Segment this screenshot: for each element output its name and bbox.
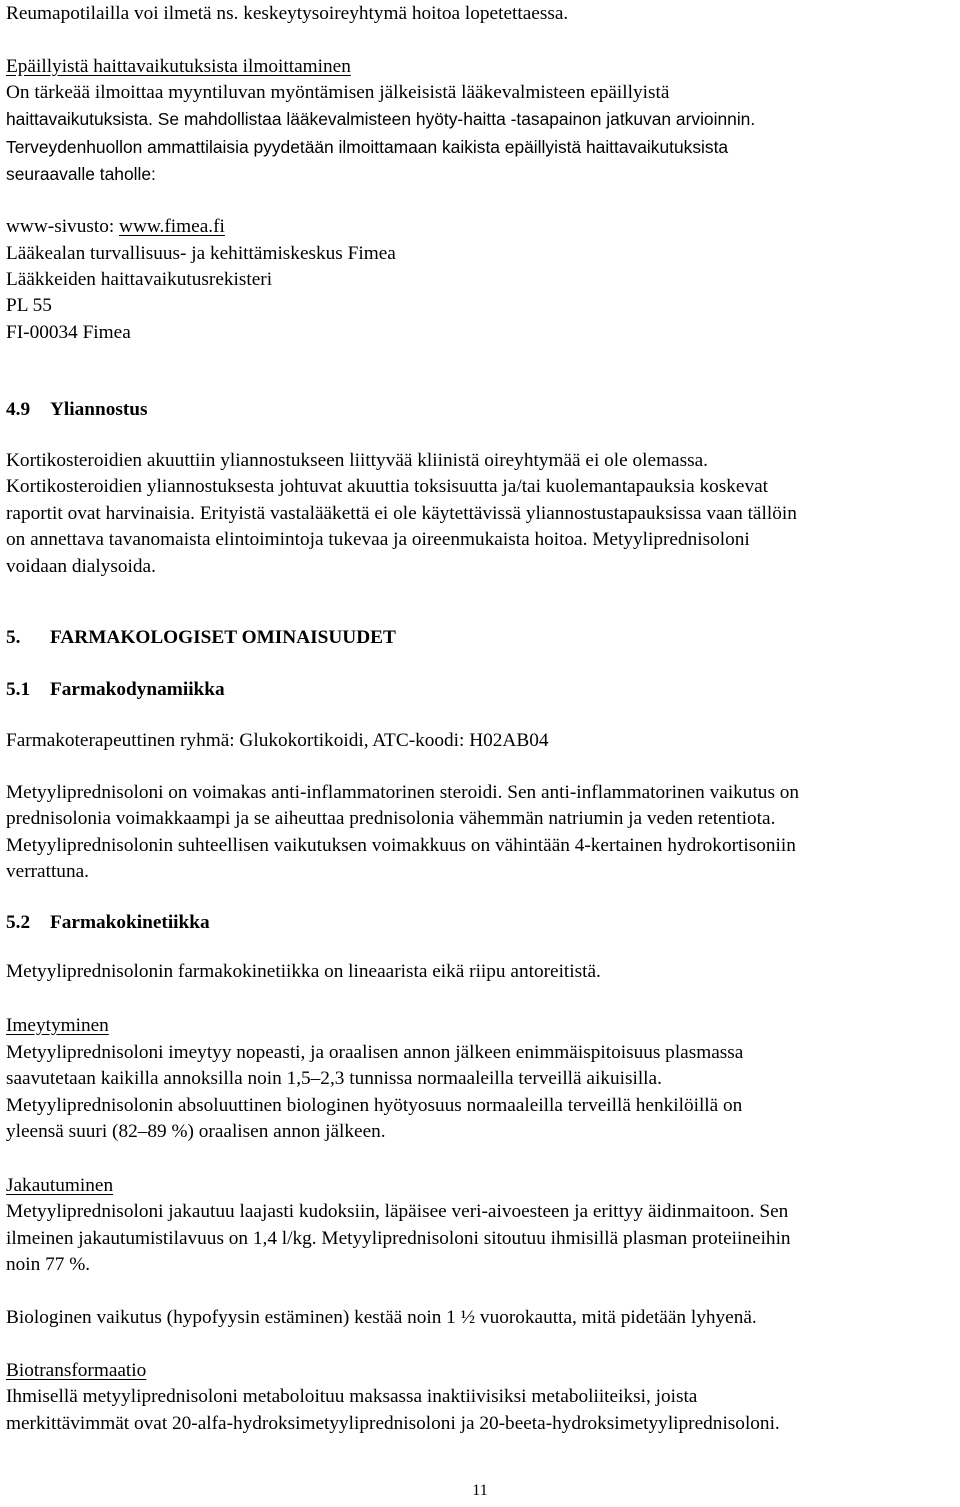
section-number: 5.1 [6, 679, 31, 700]
text-line: Ihmisellä metyyliprednisoloni metaboloituu maksassa inaktiivisiksi metaboliiteiksi, joista [6, 1386, 698, 1407]
text-line: haittavaikutuksista. Se mahdollistaa lääkevalmisteen hyöty-haitta -tasapainon jatkuvan arvioinnin. [6, 109, 756, 129]
text-line: Farmakoterapeuttinen ryhmä: Glukokortikoidi, ATC-koodi: H02AB04 [6, 730, 549, 751]
text-line: Kortikosteroidien akuuttiin yliannostukseen liittyvää kliinistä oireyhtymää ei ole olemassa. [6, 450, 709, 471]
text-line: voidaan dialysoida. [6, 556, 156, 577]
section-title: Farmakodynamiikka [50, 679, 225, 700]
section-number: 5.2 [6, 912, 31, 933]
section-title: FARMAKOLOGISET OMINAISUUDET [50, 627, 396, 648]
text-line: Kortikosteroidien yliannostuksesta johtuvat akuuttia toksisuutta ja/tai kuolemantapauksia koskevat [6, 476, 768, 497]
subheading-absorption: Imeytyminen [6, 1015, 109, 1036]
text-line: Metyyliprednisolonin suhteellisen vaikutuksen voimakkuus on vähintään 4-kertainen hydrokortisoniin [6, 835, 796, 856]
text-line: On tärkeää ilmoittaa myyntiluvan myöntämisen jälkeisistä lääkevalmisteen epäillyistä [6, 82, 670, 103]
text-line: raportit ovat harvinaisia. Erityistä vastalääkettä ei ole käytettävissä yliannostustapauksissa vaan tällöin [6, 503, 797, 524]
text-line: Metyyliprednisolonin farmakokinetiikka on lineaarista eikä riipu antoreitistä. [6, 961, 601, 982]
section-5-1-heading [6, 676, 225, 703]
section-4-9-heading [6, 396, 148, 423]
section-title: Farmakokinetiikka [50, 912, 210, 933]
website-line [6, 213, 225, 240]
section-5-heading [6, 624, 396, 651]
reporting-heading: Epäillyistä haittavaikutuksista ilmoittaminen [6, 56, 351, 77]
address-line: Lääkkeiden haittavaikutusrekisteri [6, 269, 273, 290]
section-number: 5. [6, 627, 21, 648]
section-5-2-heading [6, 909, 210, 936]
text-line: Metyyliprednisoloni imeytyy nopeasti, ja oraalisen annon jälkeen enimmäispitoisuus plasmassa [6, 1042, 744, 1063]
fimea-link[interactable]: www.fimea.fi [119, 216, 225, 237]
address-line: Lääkealan turvallisuus- ja kehittämiskeskus Fimea [6, 243, 396, 264]
page-number: 11 [472, 1482, 488, 1499]
website-label: www-sivusto: [6, 216, 120, 237]
text-line: Metyyliprednisoloni on voimakas anti-inflammatorinen steroidi. Sen anti-inflammatorinen vaikutus on [6, 782, 800, 803]
text-line: noin 77 %. [6, 1254, 91, 1275]
text-line: seuraavalle taholle: [6, 164, 156, 184]
text-line: prednisolonia voimakkaampi ja se aiheuttaa prednisolonia vähemmän natriumin ja veden retentiota. [6, 808, 776, 829]
text-line: verrattuna. [6, 861, 89, 882]
text-line: Metyyliprednisoloni jakautuu laajasti kudoksiin, läpäisee veri-aivoesteen ja erittyy äidinmaitoon. Sen [6, 1201, 789, 1222]
text-line: yleensä suuri (82–89 %) oraalisen annon jälkeen. [6, 1121, 386, 1142]
text-line: Terveydenhuollon ammattilaisia pyydetään ilmoittamaan kaikista epäillyistä haittavaikutuksista [6, 137, 729, 157]
text-line: saavutetaan kaikilla annoksilla noin 1,5–2,3 tunnissa normaaleilla terveillä aikuisilla. [6, 1068, 662, 1089]
address-line: FI-00034 Fimea [6, 322, 131, 343]
section-number: 4.9 [6, 399, 31, 420]
section-title: Yliannostus [50, 399, 148, 420]
text-line: Biologinen vaikutus (hypofyysin estäminen) kestää noin 1 ½ vuorokautta, mitä pidetään lyhyenä. [6, 1307, 757, 1328]
text-line: Metyyliprednisolonin absoluuttinen biologinen hyötyosuus normaaleilla terveillä henkilöillä on [6, 1095, 743, 1116]
text-line: Reumapotilailla voi ilmetä ns. keskeytysoireyhtymä hoitoa lopetettaessa. [6, 3, 569, 24]
subheading-distribution: Jakautuminen [6, 1175, 114, 1196]
address-line: PL 55 [6, 295, 52, 316]
text-line: on annettava tavanomaista elintoimintoja tukevaa ja oireenmukaista hoitoa. Metyyliprednisoloni [6, 529, 750, 550]
subheading-biotransformation: Biotransformaatio [6, 1360, 147, 1381]
text-line: merkittävimmät ovat 20-alfa-hydroksimetyyliprednisoloni ja 20-beeta-hydroksimetyyliprednisoloni. [6, 1413, 780, 1434]
text-line: ilmeinen jakautumistilavuus on 1,4 l/kg. Metyyliprednisoloni sitoutuu ihmisillä plasman proteiineihin [6, 1228, 791, 1249]
